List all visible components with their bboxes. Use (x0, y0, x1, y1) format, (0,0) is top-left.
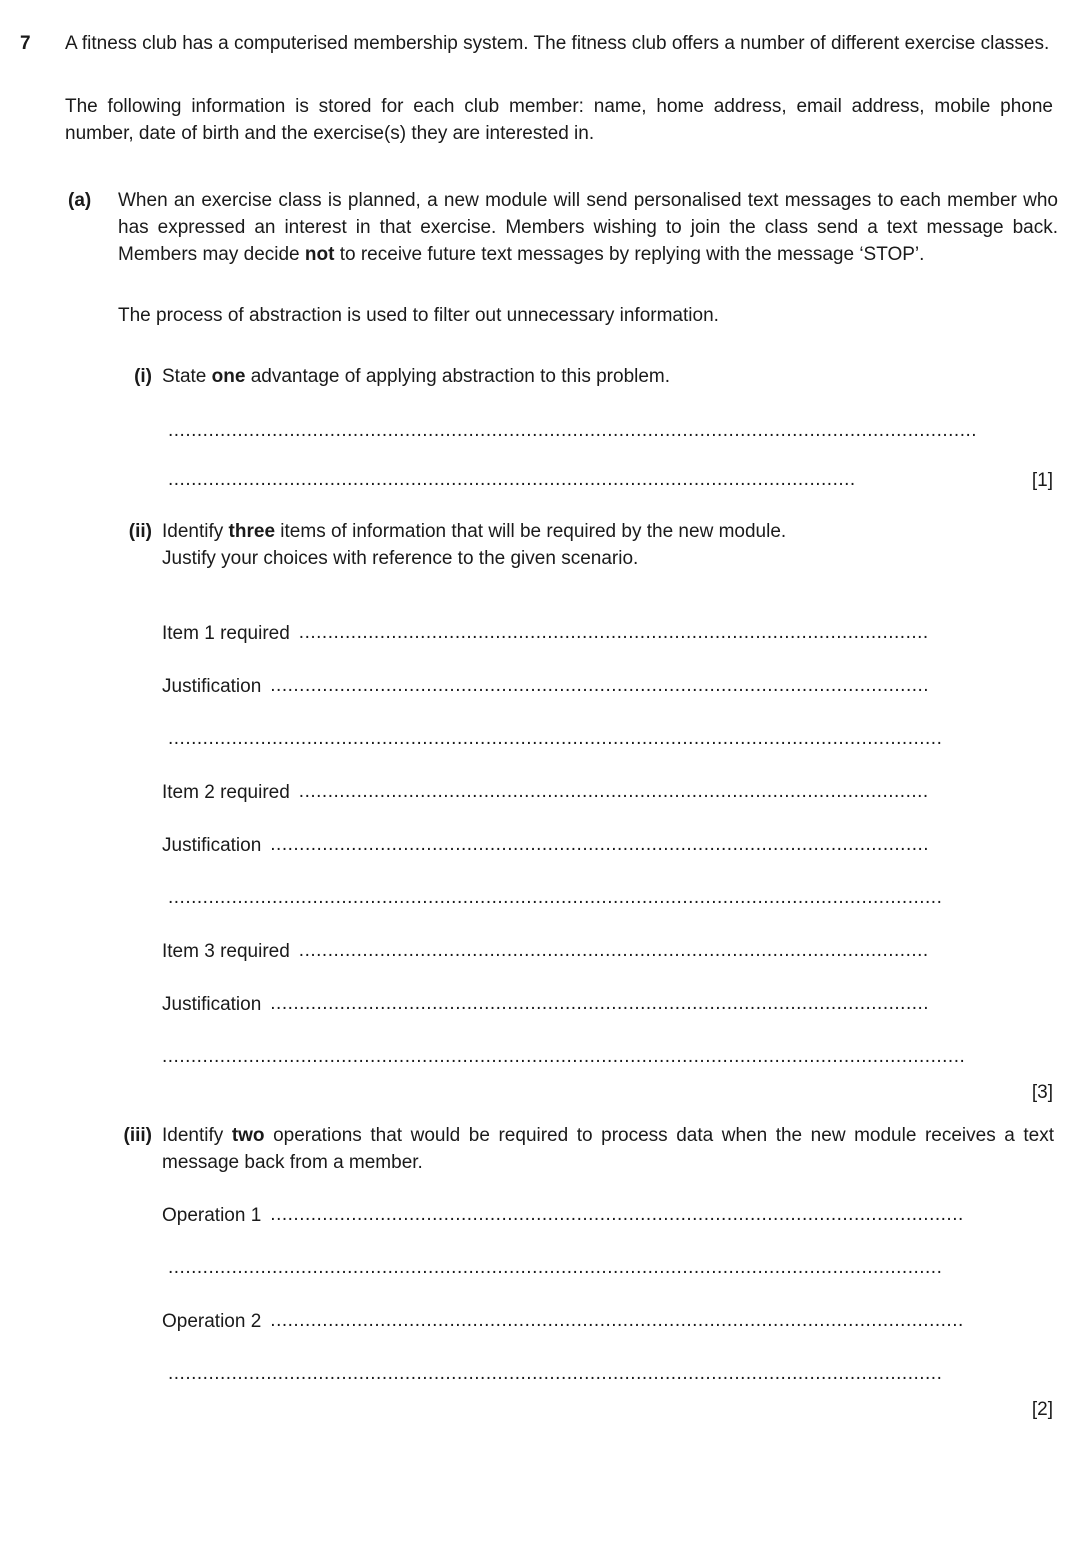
operation-1-label: Operation 1 (162, 1205, 262, 1226)
marks-allocation: [2] (1031, 1399, 1053, 1420)
dotted-answer-line[interactable]: .................................................................................................................. (270, 834, 930, 855)
marks-allocation: [1] (1031, 470, 1053, 491)
dotted-answer-line[interactable]: ............................................................................................................. (298, 781, 929, 802)
item-2-required-line[interactable] (0, 779, 1074, 806)
part-a-i-prompt-text-1: State (162, 366, 212, 387)
part-a-stem (118, 187, 1058, 268)
item-3-justification-continuation-line[interactable] (0, 1044, 1074, 1071)
part-a-i-label: (i) (134, 366, 152, 387)
part-a-iii-prompt (162, 1122, 1054, 1176)
item-1-justification-line[interactable] (0, 673, 1074, 700)
part-a-label: (a) (68, 190, 92, 211)
part-a-ii-label: (ii) (128, 521, 152, 542)
item-1-required-label: Item 1 required (162, 623, 290, 644)
answer-line[interactable] (0, 418, 1074, 445)
abstraction-sentence: The process of abstraction is used to filter out unnecessary information. (118, 305, 719, 326)
part-a-i-prompt-text-2: advantage of applying abstraction to this problem. (245, 366, 671, 387)
item-3-justification-label: Justification (162, 994, 262, 1015)
operation-2-line[interactable] (0, 1308, 1074, 1335)
part-a-ii-prompt-emphasis: three (228, 521, 276, 542)
part-a-stem-emphasis: not (304, 244, 335, 265)
item-1-required-line[interactable] (0, 620, 1074, 647)
question-intro-paragraph-2: The following information is stored for each club member: name, home address, email address, mobile phone number, date of birth and the exercise(s) they are interested in. (65, 96, 1053, 144)
part-a-i-block (0, 363, 1074, 390)
dotted-answer-line[interactable]: ............................................................................................................. (298, 940, 929, 961)
part-a-iii-label: (iii) (123, 1125, 152, 1146)
part-a-ii-prompt-text-1: Identify (162, 521, 229, 542)
part-a-ii-prompt-line-2: Justify your choices with reference to the given scenario. (162, 548, 639, 569)
dotted-answer-line[interactable]: ...................................................................................................................................... (168, 887, 943, 908)
operation-1-line[interactable] (0, 1202, 1074, 1229)
part-a-ii-prompt (162, 518, 1054, 572)
item-1-justification-continuation-line[interactable] (0, 726, 1074, 753)
part-a-iii-prompt-text-2: operations that would be required to process data when the new module receives a text message back from a member. (162, 1125, 1054, 1173)
dotted-answer-line[interactable]: ........................................................................................................................ (270, 1310, 964, 1331)
dotted-answer-line[interactable]: ........................................................................................................................................... (162, 1046, 966, 1067)
dotted-answer-line[interactable]: .................................................................................................................. (270, 675, 930, 696)
operation-2-label: Operation 2 (162, 1311, 262, 1332)
item-3-required-label: Item 3 required (162, 941, 290, 962)
dotted-answer-line[interactable]: ...................................................................................................................................... (168, 728, 943, 749)
dotted-answer-line[interactable]: ........................................................................................................................ (270, 1204, 964, 1225)
dotted-answer-line[interactable]: ...................................................................................................................................... (168, 1363, 943, 1384)
item-2-required-label: Item 2 required (162, 782, 290, 803)
part-a-block (0, 187, 1074, 268)
dotted-answer-line[interactable]: ............................................................................................................................................ (168, 420, 978, 441)
item-3-required-line[interactable] (0, 938, 1074, 965)
question-intro-paragraph-1: A fitness club has a computerised membership system. The fitness club offers a number of different exercise classes. (65, 33, 1050, 54)
operation-1-continuation-line[interactable] (0, 1255, 1074, 1282)
part-a-iii-prompt-emphasis: two (231, 1125, 265, 1146)
part-a-iii-prompt-text-1: Identify (162, 1125, 232, 1146)
part-a-stem-text-1: When an exercise class is planned, a new module will send personalised text messages to each member who has expressed an interest in that exercise. Members wishing to join the class send a text message back. Members may decide (118, 190, 1058, 265)
item-2-justification-label: Justification (162, 835, 262, 856)
question-intro-paragraph-2-block (0, 93, 1074, 147)
part-a-ii-prompt-text-2: items of information that will be required by the new module. (275, 521, 787, 542)
question-number: 7 (20, 33, 31, 54)
part-a-iii-block (0, 1122, 1074, 1176)
item-1-justification-label: Justification (162, 676, 262, 697)
part-a-stem-text-2: to receive future text messages by replying with the message ‘STOP’. (334, 244, 925, 265)
part-a-ii-block (0, 518, 1074, 572)
part-a-i-prompt (162, 363, 1054, 390)
marks-allocation: [3] (1031, 1082, 1053, 1103)
part-a-i-prompt-emphasis: one (211, 366, 246, 387)
operation-2-continuation-line[interactable] (0, 1361, 1074, 1388)
item-2-justification-continuation-line[interactable] (0, 885, 1074, 912)
item-3-justification-line[interactable] (0, 991, 1074, 1018)
dotted-answer-line[interactable]: ...................................................................................................................................... (168, 1257, 943, 1278)
item-2-justification-line[interactable] (0, 832, 1074, 859)
dotted-answer-line[interactable]: .................................................................................................................. (270, 993, 930, 1014)
answer-line[interactable] (0, 467, 1074, 494)
dotted-answer-line[interactable]: ....................................................................................................................... (168, 469, 856, 490)
question-7-block (0, 30, 1074, 57)
dotted-answer-line[interactable]: ............................................................................................................. (298, 622, 929, 643)
